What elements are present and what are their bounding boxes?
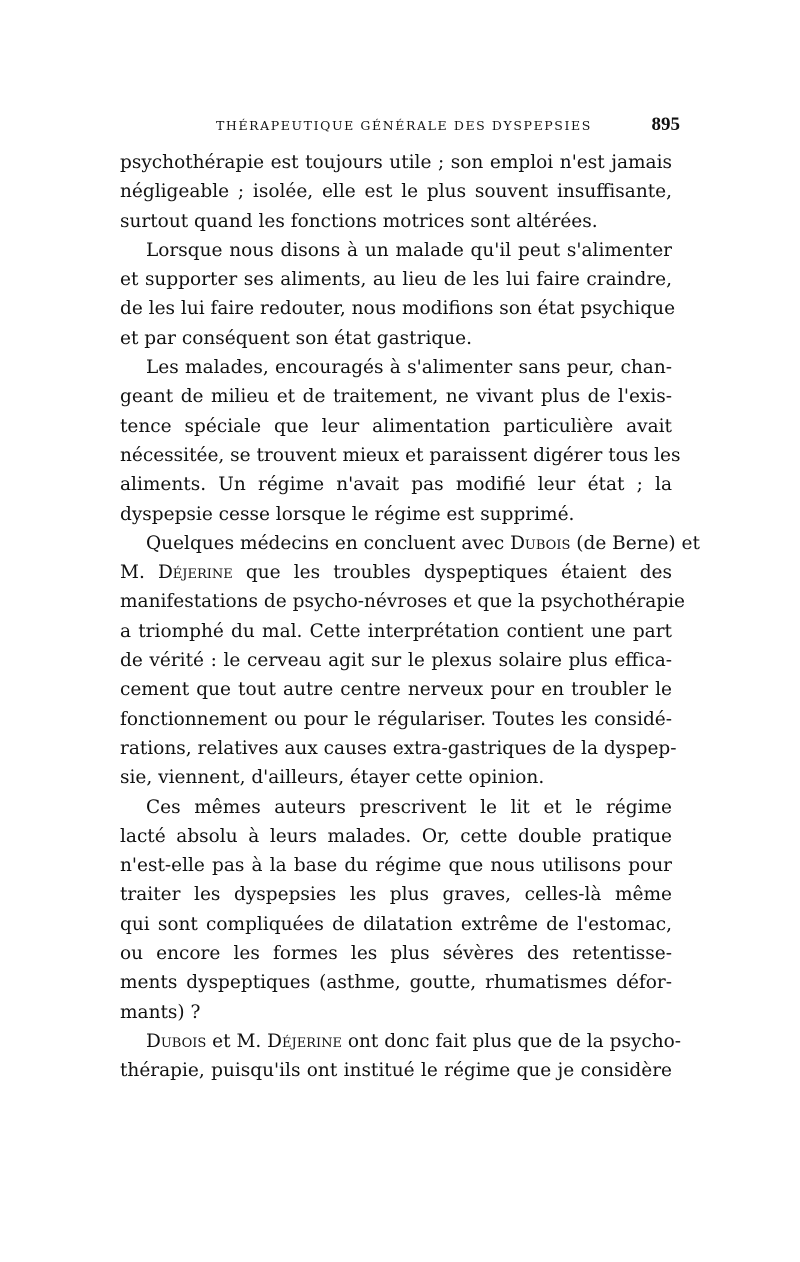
text-line: traiter les dyspepsies les plus graves, celles-là même (120, 884, 672, 906)
text-segment: (de Berne) et (570, 532, 700, 554)
text-line: et par conséquent son état gastrique. (120, 327, 472, 349)
text-line: surtout quand les fonctions motrices sont altérées. (120, 210, 598, 232)
author-name: Dubois (146, 1030, 207, 1052)
text-line (120, 529, 700, 558)
text-segment: et M. (206, 1030, 268, 1052)
text-line: n'est-elle pas à la base du régime que nous utilisons pour (120, 855, 672, 877)
text-line: de les lui faire redouter, nous modifions son état psychique (120, 298, 676, 320)
author-name: Déjerine (267, 1030, 342, 1052)
text-line: ments dyspeptiques (asthme, goutte, rhumatismes défor- (120, 972, 672, 994)
author-name: Dubois (510, 532, 571, 554)
text-line: geant de milieu et de traitement, ne vivant plus de l'exis- (120, 386, 672, 408)
text-line: lacté absolu à leurs malades. Or, cette double pratique (120, 825, 672, 847)
text-line: a triomphé du mal. Cette interprétation contient une part (120, 620, 672, 642)
text-line: de vérité : le cerveau agit sur le plexus solaire plus effica- (120, 650, 672, 672)
text-segment: Quelques médecins en concluent avec (146, 532, 511, 554)
text-line: fonctionnement ou pour le régulariser. Toutes les considé- (120, 708, 672, 730)
text-line: ou encore les formes les plus sévères des retentisse- (120, 943, 672, 965)
text-line: aliments. Un régime n'avait pas modifié leur état ; la (120, 474, 672, 496)
text-segment: M. (120, 562, 158, 584)
text-line: cement que tout autre centre nerveux pour en troubler le (120, 679, 672, 701)
text-line: négligeable ; isolée, elle est le plus souvent insuffisante, (120, 181, 672, 203)
page-number: 895 (651, 114, 680, 135)
text-line: Lorsque nous disons à un malade qu'il peut s'alimenter (146, 239, 672, 261)
text-line: dyspepsie cesse lorsque le régime est supprimé. (120, 503, 575, 525)
text-line: thérapie, puisqu'ils ont institué le régime que je considère (120, 1060, 672, 1082)
text-line (120, 558, 672, 587)
body-text (120, 148, 700, 1086)
text-line: Les malades, encouragés à s'alimenter sans peur, chan- (146, 357, 672, 379)
text-segment: que les troubles dyspeptiques étaient des (232, 562, 672, 584)
text-line: nécessitée, se trouvent mieux et paraissent digérer tous les (120, 444, 681, 466)
running-head (120, 114, 680, 140)
text-line: Ces mêmes auteurs prescrivent le lit et le régime (146, 796, 672, 818)
text-line: psychothérapie est toujours utile ; son emploi n'est jamais (120, 152, 672, 173)
text-segment: ont donc fait plus que de la psycho- (341, 1030, 682, 1052)
text-line: et supporter ses aliments, au lieu de les lui faire craindre, (120, 269, 672, 291)
text-line: mants) ? (120, 1001, 201, 1023)
author-name: Déjerine (157, 562, 233, 584)
text-line: rations, relatives aux causes extra-gastriques de la dyspep- (120, 737, 677, 759)
running-title: THÉRAPEUTIQUE GÉNÉRALE DES DYSPEPSIES (216, 118, 592, 133)
text-line: manifestations de psycho-névroses et que la psychothérapie (120, 591, 685, 613)
text-line (120, 1027, 682, 1056)
text-line: qui sont compliquées de dilatation extrême de l'estomac, (120, 913, 672, 935)
text-line: sie, viennent, d'ailleurs, étayer cette opinion. (120, 767, 545, 789)
text-line: tence spéciale que leur alimentation particulière avait (120, 415, 672, 437)
